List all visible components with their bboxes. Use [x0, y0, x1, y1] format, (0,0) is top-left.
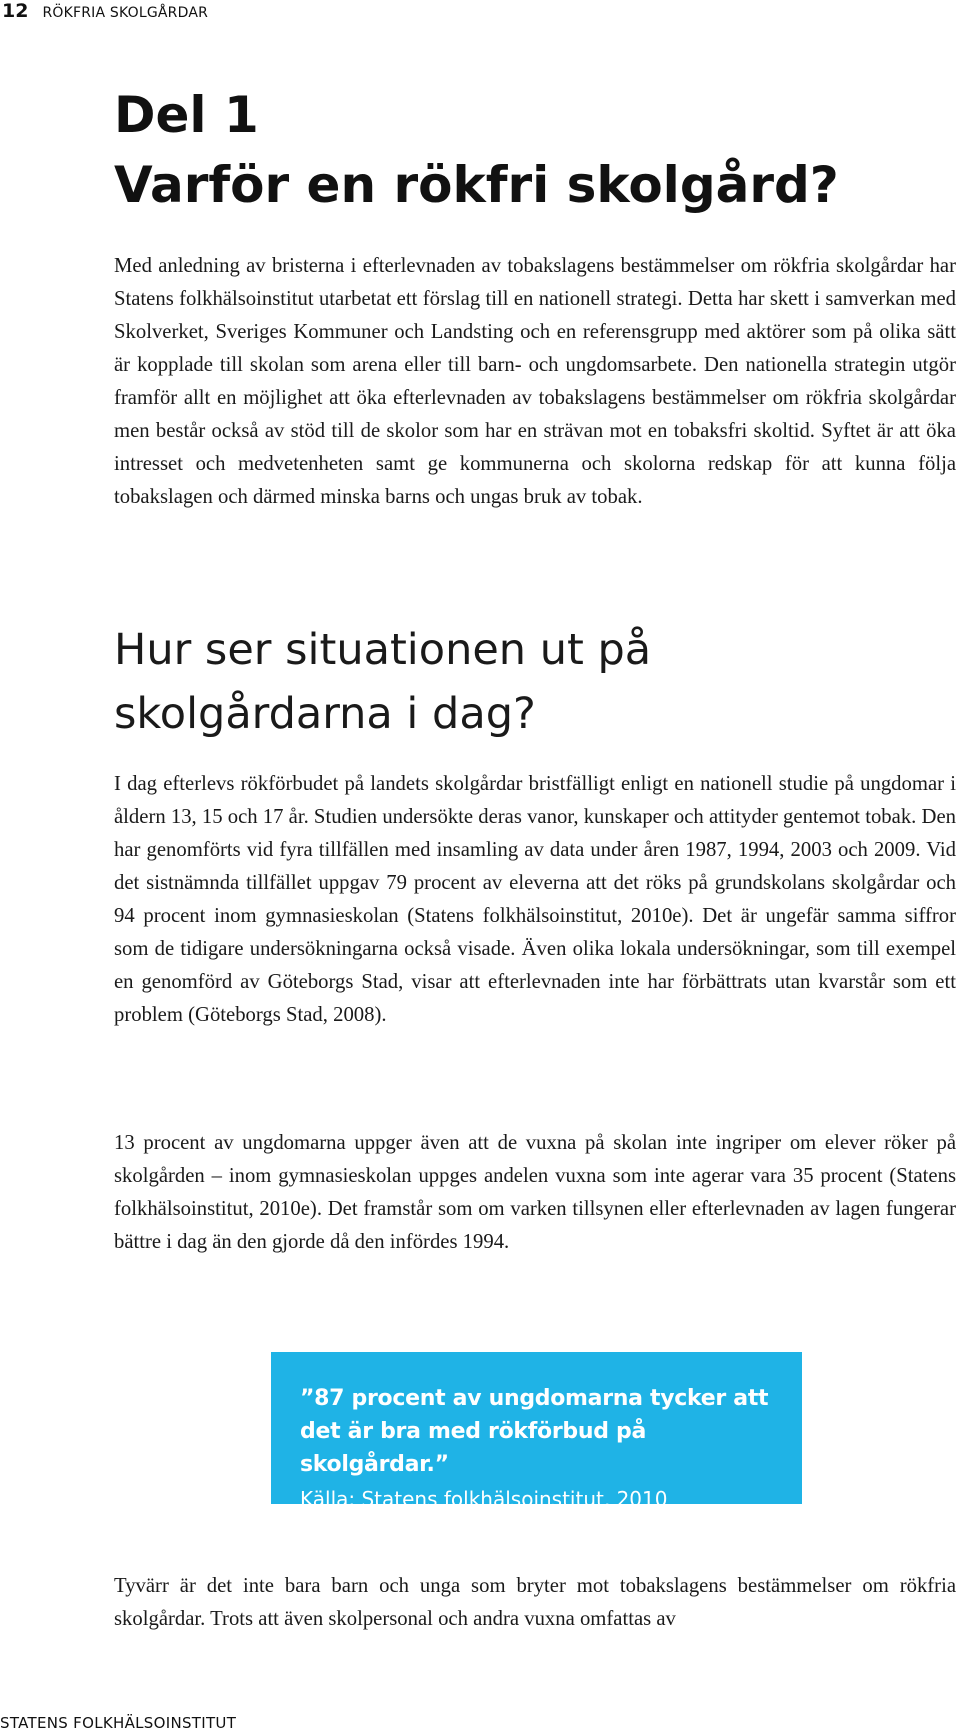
pull-quote-box	[271, 1352, 802, 1511]
part-heading-number: Del 1	[114, 86, 259, 144]
adults-paragraph: 13 procent av ungdomarna uppger även att de vuxna på skolan inte ingriper om elever röker på skolgården – inom gymnasieskolan uppges andelen vuxna som inte agerar vara 35 procent (Statens folkhälsoinstitut, 2010e). Det framstår som om varken tillsynen eller efterlevnaden av lagen fungerar bättre i dag än den gjorde då den infördes 1994.	[114, 1132, 956, 1253]
section-heading: Hur ser situationen ut på skolgårdarna i dag?	[114, 625, 652, 739]
situation-paragraph: I dag efterlevs rökförbudet på landets skolgårdar bristfälligt enligt en nationell studie på ungdomar i åldern 13, 15 och 17 år. Studien undersökte deras vanor, kunskaper och attityder gentemot tobak. Den har genomförts vid fyra tillfällen med insamling av data under åren 1987, 1994, 2003 och 2009. Vid det sistnämnda tillfället uppgav 79 procent av eleverna att det röks på grundskolans skolgårdar och 94 procent inom gymnasieskolan (Statens folkhälsoinstitut, 2010e). Det är ungefär samma siffror som de tidigare undersökningarna också visade. Även olika lokala undersökningar, som till exempel en genomförd av Göteborgs Stad, visar att efterlevnaden inte har förbättrats utan kvarstår som ett problem (Göteborgs Stad, 2008).	[114, 773, 956, 1026]
page-number: 12	[2, 0, 29, 22]
pull-quote-text: ”87 procent av ungdomarna tycker att det är bra med rökförbud på skolgårdar.”	[300, 1386, 769, 1477]
pull-quote-source: Källa: Statens folkhälsoinstitut, 2010	[300, 1487, 668, 1511]
page-footer: STATENS FOLKHÄLSOINSTITUT	[0, 1714, 237, 1732]
part-heading-title: Varför en rökfri skolgård?	[114, 156, 839, 214]
running-title: RÖKFRIA SKOLGÅRDAR	[42, 5, 209, 21]
intro-paragraph: Med anledning av bristerna i efterlevnaden av tobakslagens bestämmelser om rökfria skolgårdar har Statens folkhälsoinstitut utarbetat ett förslag till en nationell strategi. Detta har skett i samverkan med Skolverket, Sveriges Kommuner och Landsting och en referensgrupp med aktörer som på olika sätt är kopplade till skolan som arena eller till barn- och ungdomsarbete. Den nationella strategin utgör framför allt en möjlighet att öka efterlevnaden av tobakslagens bestämmelser om rökfria skolgårdar men består också av stöd till de skolor som har en strävan mot en tobaksfri skoltid. Syftet är att öka intresset och medvetenheten samt ge kommunerna och skolorna redskap för att kunna följa tobakslagen och därmed minska barns och ungas bruk av tobak.	[114, 255, 956, 508]
page-header	[0, 0, 208, 30]
part-heading	[114, 80, 839, 220]
staff-paragraph: Tyvärr är det inte bara barn och unga som bryter mot tobakslagens bestämmelser om rökfria skolgårdar. Trots att även skolpersonal och andra vuxna omfattas av	[114, 1575, 956, 1630]
